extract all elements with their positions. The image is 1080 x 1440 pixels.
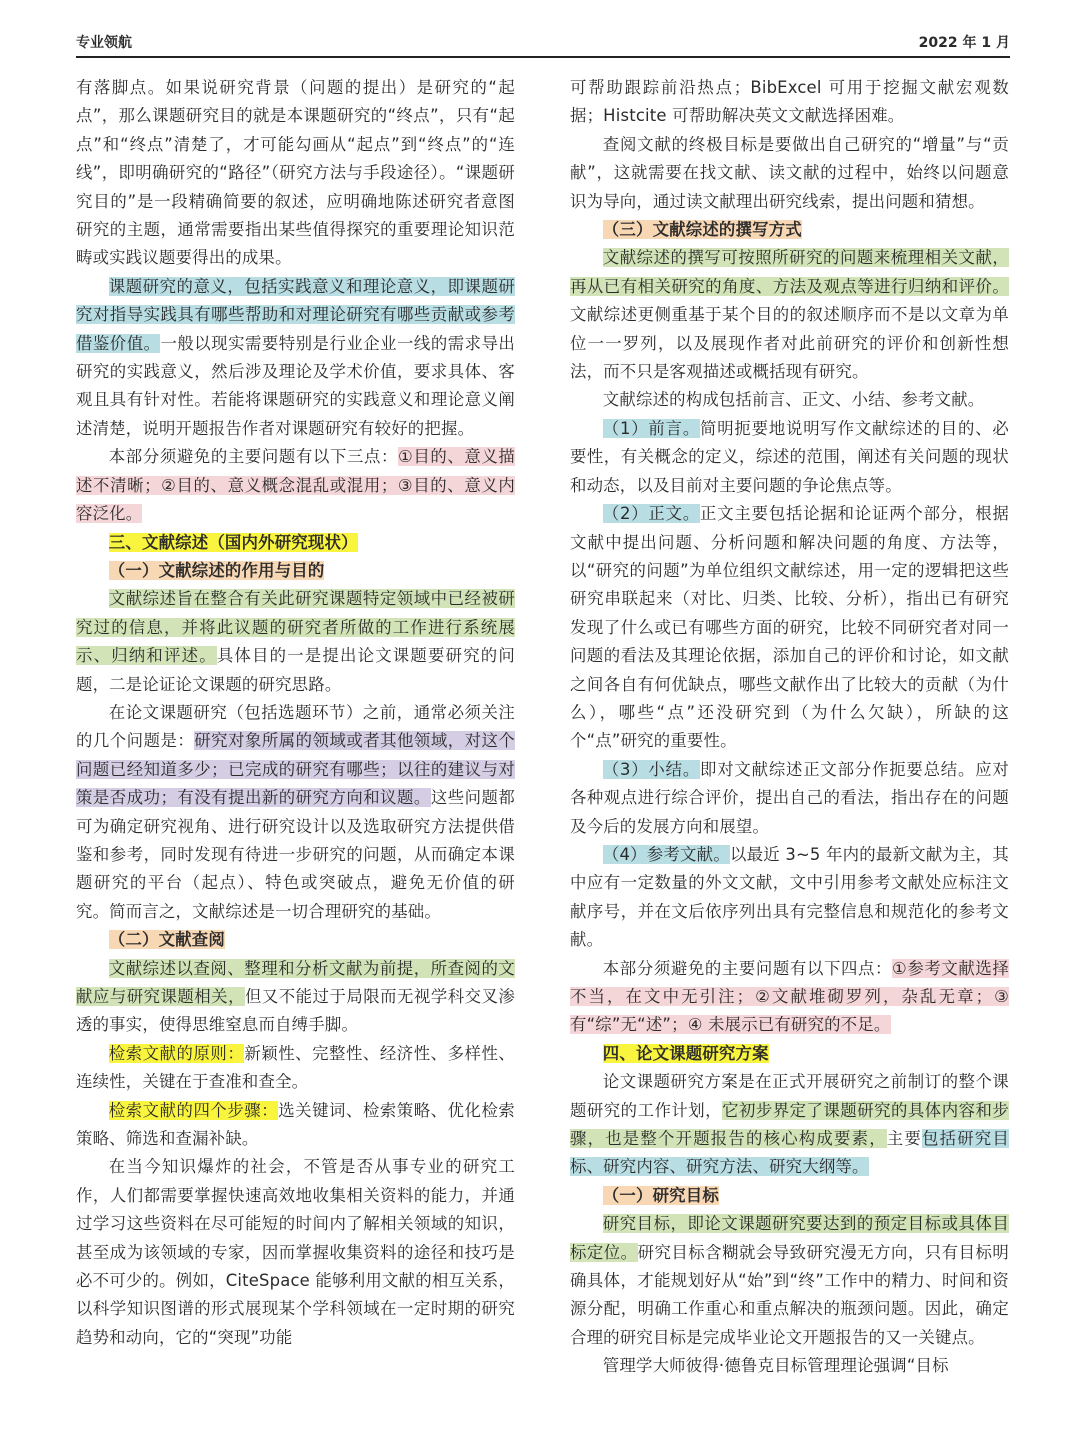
header-section-name: 专业领航 bbox=[76, 35, 132, 51]
highlight-green: 它初步界定了课题研究的具体内容和步骤，也是整个开题报告的核心构成要素， bbox=[570, 1100, 1009, 1149]
highlight-blue: 包括研究目标、研究内容、研究方法、研究大纲等。 bbox=[570, 1129, 1009, 1177]
section-heading bbox=[76, 529, 515, 557]
paragraph bbox=[76, 1097, 515, 1154]
header-date: 2022 年 1 月 bbox=[918, 35, 1010, 51]
highlight-green: 研究目标，即论文课题研究要达到的预定目标或具体目标定位。 bbox=[570, 1214, 1009, 1262]
highlight-blue: （4）参考文献。 bbox=[602, 844, 730, 864]
paragraph-text: 新颖性、完整性、经济性、多样性、连续性，关键在于查准和查全。 bbox=[76, 1043, 515, 1092]
paragraph bbox=[570, 415, 1009, 500]
paragraph-text: 文献综述更侧重基于某个目的的叙述顺序而不是以文章为单位一一罗列，以及展现作者对此前研究的评价和创新性想法，而不只是客观描述或概括现有研究。 bbox=[570, 305, 1009, 382]
paragraph bbox=[76, 1040, 515, 1097]
paragraph bbox=[76, 443, 515, 528]
paragraph-text: 论文课题研究方案是在正式开展研究之前制订的整个课题研究的工作计划， bbox=[570, 1072, 1009, 1120]
paragraph-text: 但又不能过于局限而无视学科交叉渗透的事实，使得思维窒息而自缚手脚。 bbox=[76, 987, 516, 1035]
highlight-yellow: 检索文献的四个步骤： bbox=[108, 1100, 279, 1120]
highlight-pink: ①参考文献选择不当，在文中无引注；②文献堆砌罗列，杂乱无章；③有“综”无“述”；④ 未展示已有研究的不足。 bbox=[570, 958, 1010, 1035]
paragraph-text: 在论文课题研究（包括选题环节）之前，通常必须关注的几个问题是： bbox=[76, 702, 515, 751]
highlight-pink: ①目的、意义描述不清晰；②目的、意义概念混乱或混用；③目的、意义内容泛化。 bbox=[76, 447, 516, 524]
paragraph-text: 正文主要包括论据和论证两个部分，根据文献中提出问题、分析问题和解决问题的角度、方法等，以“研究的问题”为单位组织文献综述，用一定的逻辑把这些研究串联起来（对比、归类、比较、分析），指出已有研究发现了什么或已有哪些方面的研究，比较不同研究者对同一问题的看法及其理论依据，添加自己的评价和讨论，如文献之间各自有何优缺点，哪些文献作出了比较大的贡献（为什么），哪些“点”还没研究到（为什么欠缺），所缺的这个“点”研究的重要性。 bbox=[570, 504, 1009, 751]
paragraph: 查阅文献的终极目标是要做出自己研究的“增量”与“贡献”，这就需要在找文献、读文献的过程中，始终以问题意识为导向，通过读文献理出研究线索，提出问题和猜想。 bbox=[570, 134, 1009, 211]
paragraph bbox=[76, 273, 515, 443]
highlight-green: 文献综述旨在整合有关此研究课题特定领域中已经被研究过的信息，并将此议题的研究者所做的工作进行系统展示、归纳和评述。 bbox=[76, 589, 515, 666]
paragraph bbox=[570, 500, 1009, 756]
highlight-yellow: 检索文献的原则： bbox=[108, 1043, 245, 1063]
paragraph-text: 一般以现实需要特别是行业企业一线的需求导出研究的实践意义，然后涉及理论及学术价值，要求具体、客观且具有针对性。若能将课题研究的实践意义和理论意义阐述清楚，说明开题报告作者对课题研究有较好的把握。 bbox=[76, 333, 515, 438]
highlight-blue: （2）正文。 bbox=[602, 504, 701, 524]
paragraph bbox=[570, 841, 1009, 955]
paragraph: 文献综述的构成包括前言、正文、小结、参考文献。 bbox=[602, 390, 985, 410]
paragraph-text: 这些问题都可为确定研究视角、进行研究设计以及选取研究方法提供借鉴和参考，同时发现有待进一步研究的问题，从而确定本课题研究的平台（起点）、特色或突破点，避免无价值的研究。简而言之，文献综述是一切合理研究的基础。 bbox=[76, 788, 516, 921]
paragraph-text: 主要 bbox=[886, 1129, 922, 1149]
heading-text: （一）文献综述的作用与目的 bbox=[108, 560, 325, 580]
subsection-heading bbox=[76, 557, 515, 585]
paragraph bbox=[570, 1068, 1009, 1182]
subsection-heading bbox=[76, 926, 515, 954]
paragraph-text: 具体目的一是提出论文课题要研究的问题，二是论证论文课题的研究思路。 bbox=[76, 646, 515, 694]
paragraph bbox=[570, 756, 1009, 841]
paragraph: 有落脚点。如果说研究背景（问题的提出）是研究的“起点”，那么课题研究目的就是本课题研究的“终点”，只有“起点”和“终点”清楚了，才可能勾画从“起点”到“终点”的“连线”，即明确研究的“路径”（研究方法与手段途径）。“课题研究目的”是一段精确简要的叙述，应明确地陈述研究者意图研究的主题，通常需要指出某些值得探究的重要理论知识范畴或实践议题要得出的成果。 bbox=[76, 78, 515, 268]
paragraph: 可帮助跟踪前沿热点；BibExcel 可用于挖掘文献宏观数据；Histcite 可帮助解决英文文献选择困难。 bbox=[570, 78, 1009, 126]
paragraph-text: 即对文献综述正文部分作扼要总结。应对各种观点进行综合评价，提出自己的看法，指出存在的问题及今后的发展方向和展望。 bbox=[570, 759, 1009, 836]
paragraph bbox=[76, 699, 515, 926]
paragraph bbox=[570, 244, 1009, 386]
heading-text: （二）文献查阅 bbox=[108, 930, 225, 950]
heading-text: （三）文献综述的撰写方式 bbox=[602, 220, 802, 240]
paragraph-text: 本部分须避免的主要问题有以下三点： bbox=[108, 447, 399, 467]
paragraph-text: 选关键词、检索策略、优化检索策略、筛选和查漏补缺。 bbox=[76, 1100, 515, 1149]
paragraph: 管理学大师彼得·德鲁克目标管理理论强调“目标 bbox=[602, 1356, 949, 1376]
paragraph-text: 研究目标含糊就会导致研究漫无方向，只有目标明确具体，才能规划好从“始”到“终”工作中的精力、时间和资源分配，明确工作重心和重点解决的瓶颈问题。因此，确定合理的研究目标是完成毕业论文开题报告的又一关键点。 bbox=[570, 1242, 1009, 1347]
subsection-heading bbox=[570, 1182, 1009, 1210]
paragraph bbox=[570, 955, 1009, 1040]
heading-text: 四、论文课题研究方案 bbox=[602, 1043, 769, 1063]
paragraph bbox=[76, 585, 515, 699]
left-column bbox=[76, 74, 515, 1352]
paragraph-text: 以最近 3~5 年内的最新文献为主，其中应有一定数量的外文文献，文中引用参考文献处应标注文献序号，并在文后依序列出具有完整信息和规范化的参考文献。 bbox=[570, 844, 1010, 950]
highlight-green: 文献综述的撰写可按照所研究的问题来梳理相关文献，再从已有相关研究的角度、方法及观点等进行归纳和评价。 bbox=[570, 248, 1009, 296]
subsection-heading bbox=[570, 216, 1009, 244]
highlight-blue: （3）小结。 bbox=[602, 759, 701, 779]
paragraph-text: 本部分须避免的主要问题有以下四点： bbox=[602, 958, 893, 978]
paragraph: 在当今知识爆炸的社会，不管是否从事专业的研究工作，人们都需要掌握快速高效地收集相关资料的能力，并通过学习这些资料在尽可能短的时间内了解相关领域的知识，甚至成为该领域的专家，因而掌握收集资料的途径和技巧是必不可少的。例如，CiteSpace 能够利用文献的相互关系，以科学知识图谱的形式展现某个学科领域在一定时期的研究趋势和动向，它的“突现”功能 bbox=[76, 1157, 515, 1347]
highlight-blue: 课题研究的意义，包括实践意义和理论意义，即课题研究对指导实践具有哪些帮助和对理论研究有哪些贡献或参考借鉴价值。 bbox=[76, 276, 515, 353]
paragraph bbox=[76, 955, 515, 1040]
heading-text: （一）研究目标 bbox=[602, 1185, 719, 1205]
highlight-purple: 研究对象所属的领域或者其他领域，对这个问题已经知道多少；已完成的研究有哪些；以往的建议与对策是否成功；有没有提出新的研究方向和议题。 bbox=[76, 731, 515, 808]
highlight-green: 文献综述以查阅、整理和分析文献为前提，所查阅的文献应与研究课题相关， bbox=[76, 958, 515, 1006]
right-column bbox=[570, 74, 1009, 1381]
highlight-blue: （1）前言。 bbox=[602, 418, 701, 438]
paragraph bbox=[570, 1210, 1009, 1352]
page-header bbox=[76, 30, 1010, 58]
heading-text: 三、文献综述（国内外研究现状） bbox=[108, 532, 358, 552]
section-heading bbox=[570, 1040, 1009, 1068]
paragraph-text: 简明扼要地说明写作文献综述的目的、必要性，有关概念的定义，综述的范围，阐述有关问题的现状和动态，以及目前对主要问题的争论焦点等。 bbox=[570, 418, 1009, 495]
